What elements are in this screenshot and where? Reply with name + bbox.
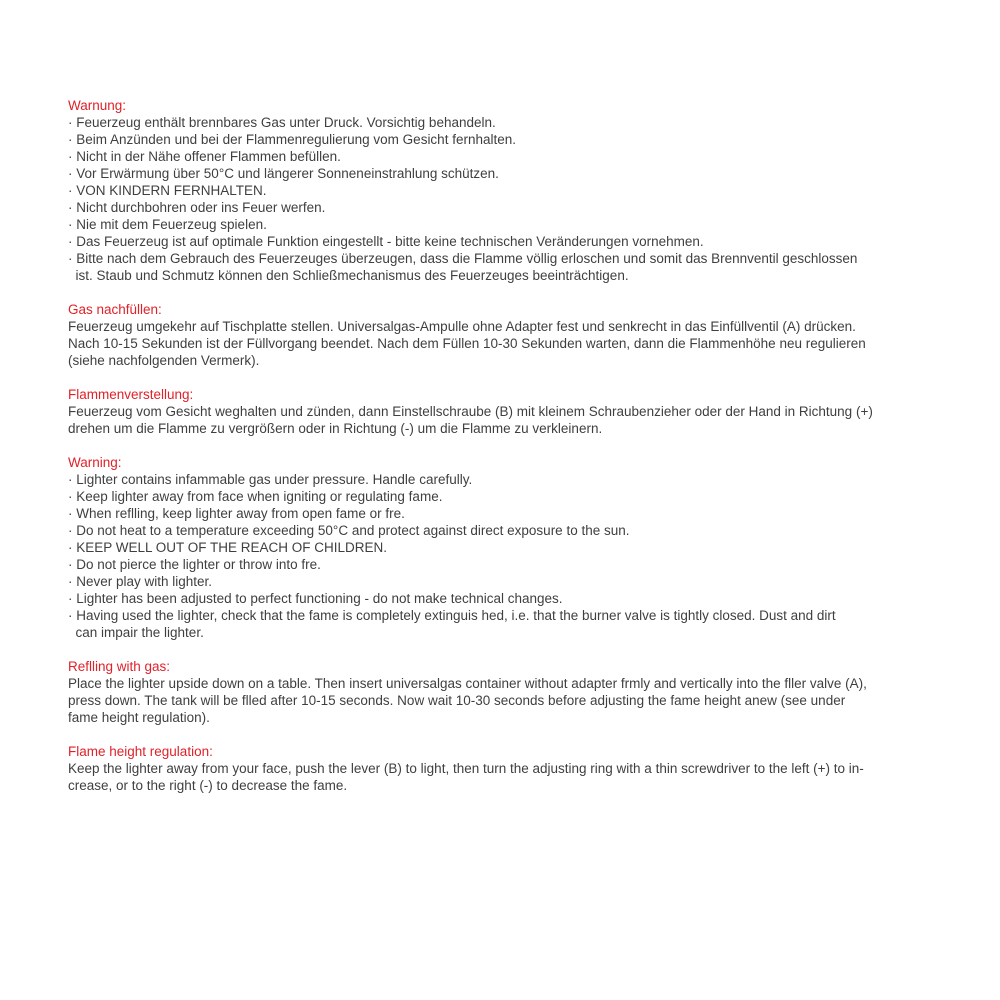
section-refilling-with-gas-en [68, 658, 940, 726]
bullet-line: · Do not heat to a temperature exceeding 50°C and protect against direct exposure to the sun. [68, 523, 630, 538]
section-warning-en [68, 454, 940, 641]
section-heading: Gas nachfüllen: [68, 302, 162, 317]
bullet-line: · Keep lighter away from face when igniting or regulating fame. [68, 489, 443, 504]
bullet-line: · Bitte nach dem Gebrauch des Feuerzeuges überzeugen, dass die Flamme völlig erloschen und somit das Brennventil geschlossen [68, 251, 858, 266]
bullet-line: · Das Feuerzeug ist auf optimale Funktion eingestellt - bitte keine technischen Veränderungen vornehmen. [68, 234, 704, 249]
section-flammenverstellung-de [68, 386, 940, 437]
paragraph-line: Feuerzeug vom Gesicht weghalten und zünden, dann Einstellschraube (B) mit kleinem Schraubenzieher oder der Hand in Richtung (+) [68, 404, 873, 419]
bullet-line: · VON KINDERN FERNHALTEN. [68, 183, 267, 198]
section-heading: Warnung: [68, 98, 127, 113]
bullet-line: · Beim Anzünden und bei der Flammenregulierung vom Gesicht fernhalten. [68, 132, 516, 147]
paragraph-line: Keep the lighter away from your face, push the lever (B) to light, then turn the adjusting ring with a thin screwdriver to the left (+) to in- [68, 761, 864, 776]
bullet-line: · Nicht in der Nähe offener Flammen befüllen. [68, 149, 341, 164]
paragraph-line: fame height regulation). [68, 710, 210, 725]
bullet-line: · When reflling, keep lighter away from open fame or fre. [68, 506, 405, 521]
bullet-line: · Do not pierce the lighter or throw into fre. [68, 557, 321, 572]
bullet-line: · Feuerzeug enthält brennbares Gas unter Druck. Vorsichtig behandeln. [68, 115, 496, 130]
section-gas-nachfuellen-de [68, 301, 940, 369]
section-warnung-de [68, 97, 940, 284]
section-heading: Flame height regulation: [68, 744, 213, 759]
bullet-line: · KEEP WELL OUT OF THE REACH OF CHILDREN. [68, 540, 388, 555]
bullet-line: · Vor Erwärmung über 50°C und längerer Sonneneinstrahlung schützen. [68, 166, 499, 181]
bullet-line: ist. Staub und Schmutz können den Schließmechanismus des Feuerzeuges beeinträchtigen. [68, 268, 629, 283]
section-heading: Reflling with gas: [68, 659, 171, 674]
bullet-line: · Nicht durchbohren oder ins Feuer werfen. [68, 200, 326, 215]
bullet-line: · Nie mit dem Feuerzeug spielen. [68, 217, 267, 232]
section-heading: Flammenverstellung: [68, 387, 194, 402]
paragraph-line: crease, or to the right (-) to decrease the fame. [68, 778, 348, 793]
paragraph-line: Place the lighter upside down on a table. Then insert universalgas container without adapter frmly and vertically into the fller valve (A), [68, 676, 867, 691]
bullet-line: can impair the lighter. [68, 625, 204, 640]
paragraph-line: Nach 10-15 Sekunden ist der Füllvorgang beendet. Nach dem Füllen 10-30 Sekunden warten, dann die Flammenhöhe neu regulieren [68, 336, 866, 351]
bullet-line: · Lighter contains infammable gas under pressure. Handle carefully. [68, 472, 473, 487]
paragraph-line: Feuerzeug umgekehr auf Tischplatte stellen. Universalgas-Ampulle ohne Adapter fest und senkrecht in das Einfüllventil (A) drücken. [68, 319, 856, 334]
section-flame-height-regulation-en [68, 743, 940, 794]
paragraph-line: press down. The tank will be flled after 10-15 seconds. Now wait 10-30 seconds before adjusting the fame height anew (see under [68, 693, 846, 708]
paragraph-line: drehen um die Flamme zu vergrößern oder in Richtung (-) um die Flamme zu verkleinern. [68, 421, 603, 436]
bullet-line: · Having used the lighter, check that the fame is completely extinguis hed, i.e. that the burner valve is tightly closed. Dust and dirt [68, 608, 836, 623]
bullet-line: · Lighter has been adjusted to perfect functioning - do not make technical changes. [68, 591, 563, 606]
section-heading: Warning: [68, 455, 122, 470]
paragraph-line: (siehe nachfolgenden Vermerk). [68, 353, 260, 368]
instruction-document [68, 97, 940, 794]
bullet-line: · Never play with lighter. [68, 574, 213, 589]
